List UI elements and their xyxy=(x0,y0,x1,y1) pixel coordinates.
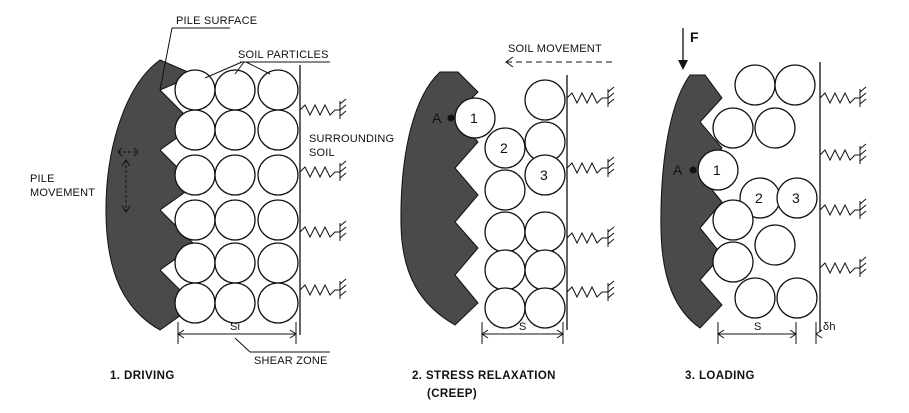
label-soil: SOIL xyxy=(309,147,335,159)
soil-particle xyxy=(175,200,215,240)
soil-particle xyxy=(258,155,298,195)
soil-particle xyxy=(735,278,775,318)
soil-particle xyxy=(735,65,775,105)
spring-icon xyxy=(300,285,340,295)
soil-movement-arrow-icon xyxy=(506,57,615,67)
soil-particle xyxy=(215,243,255,283)
soil-particle xyxy=(175,283,215,323)
soil-particle xyxy=(485,170,525,210)
soil-particle xyxy=(175,155,215,195)
spring-icon xyxy=(820,93,860,103)
spring-icon xyxy=(300,227,340,237)
spring-icon xyxy=(820,263,860,273)
soil-particle xyxy=(713,108,753,148)
soil-particle xyxy=(525,250,565,290)
soil-particle xyxy=(215,200,255,240)
particle-1: 1 xyxy=(470,110,478,126)
point-a-marker xyxy=(448,115,455,122)
caption-creep: (CREEP) xyxy=(427,388,478,400)
label-surrounding: SURROUNDING xyxy=(309,133,395,145)
soil-particle xyxy=(525,80,565,120)
particle-3: 3 xyxy=(792,190,800,206)
particle-2: 2 xyxy=(500,140,508,156)
label-pile: PILE xyxy=(30,173,55,185)
surrounding-soil-springs xyxy=(820,87,866,277)
soil-particle xyxy=(755,225,795,265)
panel-stress-relaxation xyxy=(401,43,615,400)
spring-icon xyxy=(567,163,608,173)
spring-icon xyxy=(300,105,340,115)
soil-particle xyxy=(175,243,215,283)
label-soil-movement: SOIL MOVEMENT xyxy=(508,43,602,55)
spring-icon xyxy=(567,93,608,103)
dimension-si: Si xyxy=(230,321,241,333)
surrounding-soil-springs xyxy=(300,99,346,299)
spring-icon xyxy=(300,167,340,177)
soil-particle xyxy=(755,108,795,148)
panel-driving xyxy=(30,15,394,382)
soil-particle xyxy=(215,70,255,110)
spring-icon xyxy=(567,287,608,297)
particle-1: 1 xyxy=(713,162,721,178)
spring-icon xyxy=(567,233,608,243)
surrounding-soil-springs xyxy=(567,87,614,301)
spring-icon xyxy=(820,150,860,160)
caption-driving: 1. DRIVING xyxy=(110,370,175,382)
point-a-marker xyxy=(690,167,697,174)
dimension-s: S xyxy=(754,321,762,333)
soil-particle xyxy=(258,110,298,150)
soil-particle xyxy=(258,70,298,110)
caption-loading: 3. LOADING xyxy=(685,370,755,382)
soil-particle xyxy=(258,243,298,283)
spring-icon xyxy=(820,205,860,215)
dimension-delta-h: δh xyxy=(823,321,836,333)
pile-shaft xyxy=(661,75,722,328)
soil-particle xyxy=(215,110,255,150)
soil-particle xyxy=(258,200,298,240)
soil-particle xyxy=(713,200,753,240)
soil-particle xyxy=(175,110,215,150)
soil-particle xyxy=(525,288,565,328)
soil-particle xyxy=(485,250,525,290)
soil-particle xyxy=(485,212,525,252)
label-soil-particles: SOIL PARTICLES xyxy=(238,49,329,61)
soil-particle xyxy=(713,242,753,282)
caption-stress-relaxation: 2. STRESS RELAXATION xyxy=(412,370,556,382)
point-a: A xyxy=(673,162,683,178)
label-movement: MOVEMENT xyxy=(30,187,96,199)
soil-particle xyxy=(258,283,298,323)
force-label: F xyxy=(690,29,699,45)
soil-particle xyxy=(775,65,815,105)
particle-2: 2 xyxy=(755,190,763,206)
force-arrow-icon xyxy=(678,28,688,70)
label-shear-zone: SHEAR ZONE xyxy=(254,355,328,367)
panel-loading xyxy=(661,28,866,382)
particle-3: 3 xyxy=(540,167,548,183)
soil-particle xyxy=(215,155,255,195)
soil-particle xyxy=(525,212,565,252)
soil-particle-grid xyxy=(175,70,298,323)
point-a: A xyxy=(432,110,442,126)
dimension-s: S xyxy=(519,321,527,333)
label-pile-surface: PILE SURFACE xyxy=(176,15,258,27)
soil-particle xyxy=(215,283,255,323)
soil-particle xyxy=(777,278,817,318)
